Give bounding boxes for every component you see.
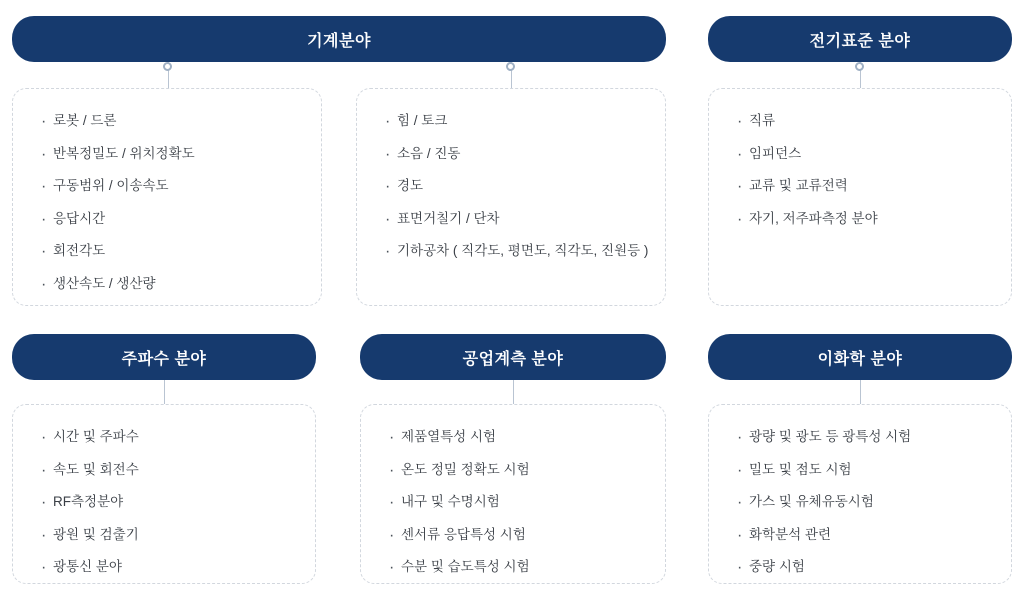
list-item: · 힘 / 토크: [383, 111, 639, 131]
list-item: · 임피던스: [735, 144, 985, 164]
list-item: · 센서류 응답특성 시험: [387, 525, 639, 545]
list-item: · 밀도 및 점도 시험: [735, 460, 985, 480]
item-list: [735, 427, 985, 577]
list-item: · 반복정밀도 / 위치정확도: [39, 144, 295, 164]
item-list: [735, 111, 985, 228]
content-card-industrial-measurement: [360, 404, 666, 584]
list-item: · 표면거칠기 / 단차: [383, 209, 639, 229]
list-item: · 내구 및 수명시험: [387, 492, 639, 512]
list-item: · 수분 및 습도특성 시험: [387, 557, 639, 577]
content-card-mechanical-col2: [356, 88, 666, 306]
list-item: · 화학분석 관련: [735, 525, 985, 545]
item-list: [39, 427, 289, 577]
group-title: 주파수 분야: [121, 350, 207, 368]
list-item: · 속도 및 회전수: [39, 460, 289, 480]
content-card-physical-chemistry: [708, 404, 1012, 584]
list-item: · 광원 및 검출기: [39, 525, 289, 545]
list-item: · 제품열특성 시험: [387, 427, 639, 447]
content-card-electrical-standard: [708, 88, 1012, 306]
list-item: · 로봇 / 드론: [39, 111, 295, 131]
group-header-industrial-measurement: [360, 334, 666, 380]
item-list: [387, 427, 639, 577]
group-header-electrical-standard: [708, 16, 1012, 62]
connector-dot-mechanical-right: [506, 62, 515, 71]
list-item: · 기하공차 ( 직각도, 평면도, 직각도, 진원등 ): [383, 241, 639, 261]
list-item: · 광통신 분야: [39, 557, 289, 577]
content-card-mechanical-col1: [12, 88, 322, 306]
group-title: 공업계측 분야: [462, 350, 564, 368]
group-title: 전기표준 분야: [809, 32, 911, 50]
list-item: · RF측정분야: [39, 492, 289, 512]
group-header-physical-chemistry: [708, 334, 1012, 380]
item-list: [383, 111, 649, 261]
item-list: [39, 111, 295, 293]
connector-dot-mechanical-left: [163, 62, 172, 71]
connector-line-industrial-measurement: [513, 380, 514, 404]
list-item: · 구동범위 / 이송속도: [39, 176, 295, 196]
group-header-mechanical: [12, 16, 666, 62]
connector-line-physical-chemistry: [860, 380, 861, 404]
list-item: · 가스 및 유체유동시험: [735, 492, 985, 512]
list-item: · 중량 시험: [735, 557, 985, 577]
connector-dot-electrical-standard: [855, 62, 864, 71]
list-item: · 자기, 저주파측정 분야: [735, 209, 985, 229]
list-item: · 교류 및 교류전력: [735, 176, 985, 196]
list-item: · 소음 / 진동: [383, 144, 639, 164]
group-title: 기계분야: [307, 32, 371, 50]
list-item: · 온도 정밀 정확도 시험: [387, 460, 639, 480]
list-item: · 응답시간: [39, 209, 295, 229]
list-item: · 광량 및 광도 등 광특성 시험: [735, 427, 985, 447]
group-header-frequency: [12, 334, 316, 380]
connector-line-frequency: [164, 380, 165, 404]
list-item: · 경도: [383, 176, 639, 196]
group-title: 이화학 분야: [817, 350, 903, 368]
list-item: · 회전각도: [39, 241, 295, 261]
list-item: · 직류: [735, 111, 985, 131]
list-item: · 생산속도 / 생산량: [39, 274, 295, 294]
content-card-frequency: [12, 404, 316, 584]
list-item: · 시간 및 주파수: [39, 427, 289, 447]
